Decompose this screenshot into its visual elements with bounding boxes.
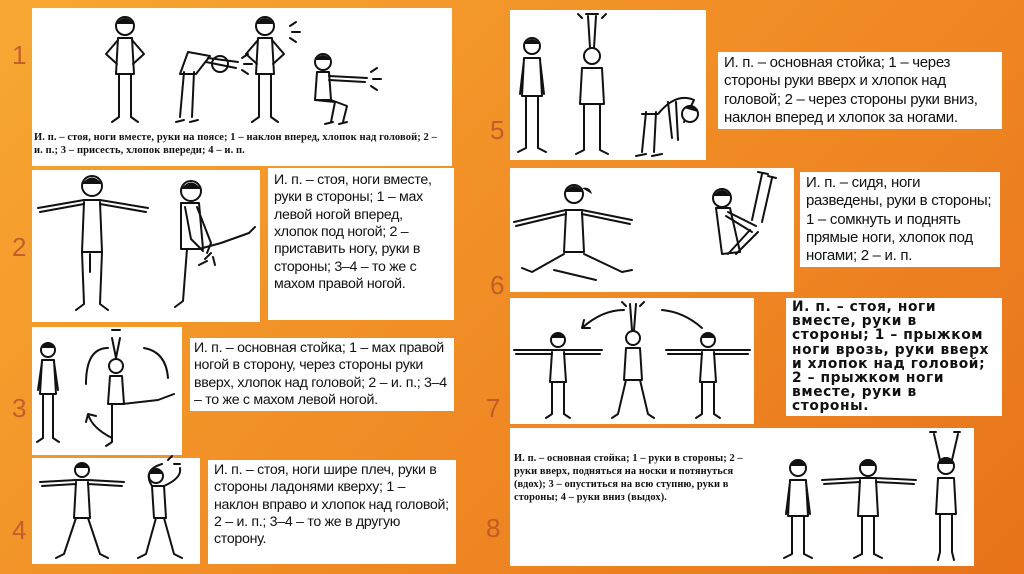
exercise-number-7: 7 [486, 393, 501, 423]
exercise-1-illustration [90, 12, 390, 130]
exercise-2-illustration [36, 172, 258, 320]
exercise-1-text: И. п. – стоя, ноги вместе, руки на поясе; 1 – наклон вперед, хлопок над головой; 2 – и. п.; 3 – присесть, хлопок впереди; 4 – и. п. [34, 132, 448, 157]
exercise-number-5: 5 [490, 115, 505, 145]
exercise-number-6: 6 [490, 270, 505, 300]
exercise-6-text: И. п. – сидя, ноги разведены, руки в стороны; 1 – сомкнуть и поднять прямые ноги, хлопок под ногами; 2 – и. п. [800, 172, 1000, 267]
exercise-3-text: И. п. – основная стойка; 1 – мах правой ногой в сторону, через стороны руки вверх, хлопок над головой; 2 – и. п.; 3–4 – то же с махом левой ногой. [190, 338, 454, 411]
exercise-7-text: И. п. – стоя, ноги вместе, руки в стороны; 1 – прыжком ноги врозь, руки вверх и хлопок над головой; 2 – прыжком ноги вместе, руки в стороны. [786, 298, 1002, 416]
exercise-7-illustration [512, 300, 752, 422]
exercise-number-3: 3 [12, 393, 27, 423]
exercise-number-4: 4 [12, 515, 27, 545]
exercise-number-8: 8 [486, 513, 501, 543]
exercise-6-illustration [512, 170, 792, 290]
exercise-5-illustration [512, 12, 704, 158]
exercise-number-2: 2 [12, 232, 27, 262]
exercise-4-text: И. п. – стоя, ноги шире плеч, руки в стороны ладонями кверху; 1 – наклон вправо и хлопок над головой; 2 – и. п.; 3–4 – то же в другую сторону. [208, 460, 456, 564]
exercise-8-text: И. п. – основная стойка; 1 – руки в стороны; 2 – руки вверх, подняться на носки и потянуться (вдох); 3 – опуститься на всю ступню, руки в стороны; 4 – руки вниз (выдох). [514, 452, 766, 504]
exercise-8-illustration [770, 430, 972, 564]
exercise-2-text: И. п. – стоя, ноги вместе, руки в стороны; 1 – мах левой ногой вперед, хлопок под ногой; 2 – приставить ногу, руки в стороны; 3–4 – то же с махом правой ногой. [268, 168, 454, 320]
exercise-3-illustration [34, 328, 182, 454]
exercise-4-illustration [34, 460, 200, 564]
exercise-number-1: 1 [12, 40, 27, 70]
exercise-5-text: И. п. – основная стойка; 1 – через стороны руки вверх и хлопок над головой; 2 – через стороны руки вниз, наклон вперед и хлопок за ногами. [718, 52, 1002, 129]
